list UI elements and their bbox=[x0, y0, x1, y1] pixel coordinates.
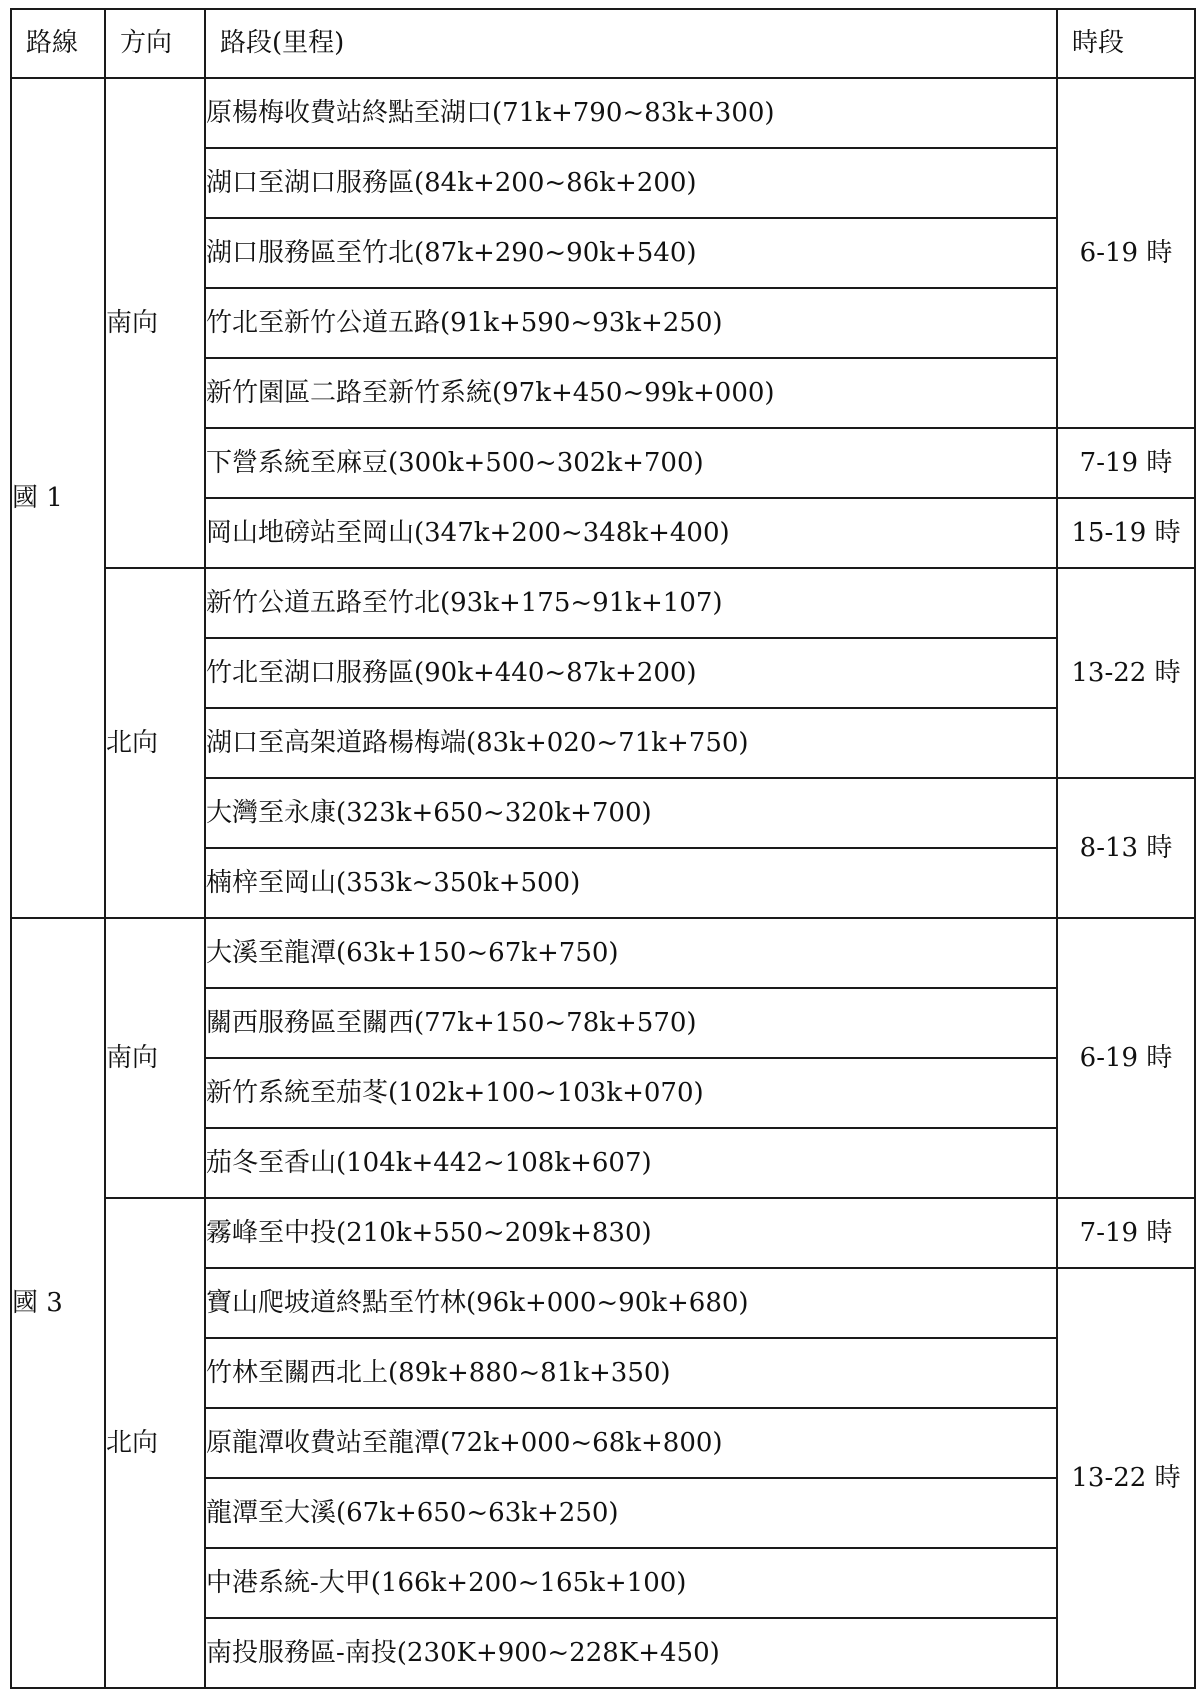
section-cell: 大溪至龍潭(63k+150~67k+750) bbox=[205, 918, 1057, 988]
section-cell: 原龍潭收費站至龍潭(72k+000~68k+800) bbox=[205, 1408, 1057, 1478]
direction-cell: 南向 bbox=[105, 78, 205, 568]
section-cell: 龍潭至大溪(67k+650~63k+250) bbox=[205, 1478, 1057, 1548]
section-cell: 南投服務區-南投(230K+900~228K+450) bbox=[205, 1618, 1057, 1688]
section-cell: 大灣至永康(323k+650~320k+700) bbox=[205, 778, 1057, 848]
section-cell: 寶山爬坡道終點至竹林(96k+000~90k+680) bbox=[205, 1268, 1057, 1338]
direction-cell: 北向 bbox=[105, 568, 205, 918]
section-cell: 下營系統至麻豆(300k+500~302k+700) bbox=[205, 428, 1057, 498]
section-cell: 茄冬至香山(104k+442~108k+607) bbox=[205, 1128, 1057, 1198]
table-row bbox=[11, 568, 1195, 638]
section-cell: 霧峰至中投(210k+550~209k+830) bbox=[205, 1198, 1057, 1268]
section-cell: 中港系統-大甲(166k+200~165k+100) bbox=[205, 1548, 1057, 1618]
section-cell: 新竹系統至茄苳(102k+100~103k+070) bbox=[205, 1058, 1057, 1128]
section-cell: 新竹公道五路至竹北(93k+175~91k+107) bbox=[205, 568, 1057, 638]
section-cell: 新竹園區二路至新竹系統(97k+450~99k+000) bbox=[205, 358, 1057, 428]
section-cell: 湖口至湖口服務區(84k+200~86k+200) bbox=[205, 148, 1057, 218]
section-cell: 竹北至湖口服務區(90k+440~87k+200) bbox=[205, 638, 1057, 708]
header-time: 時段 bbox=[1057, 9, 1195, 78]
time-cell: 7-19 時 bbox=[1057, 1198, 1195, 1268]
section-cell: 岡山地磅站至岡山(347k+200~348k+400) bbox=[205, 498, 1057, 568]
table-row bbox=[11, 78, 1195, 148]
time-cell: 7-19 時 bbox=[1057, 428, 1195, 498]
section-cell: 原楊梅收費站終點至湖口(71k+790~83k+300) bbox=[205, 78, 1057, 148]
section-cell: 竹北至新竹公道五路(91k+590~93k+250) bbox=[205, 288, 1057, 358]
route-cell: 國 3 bbox=[11, 918, 105, 1688]
table-header bbox=[11, 9, 1195, 78]
table-row bbox=[11, 1198, 1195, 1268]
header-route: 路線 bbox=[11, 9, 105, 78]
table-body bbox=[11, 78, 1195, 1688]
road-section-table bbox=[10, 8, 1196, 1689]
time-cell: 15-19 時 bbox=[1057, 498, 1195, 568]
section-cell: 湖口至高架道路楊梅端(83k+020~71k+750) bbox=[205, 708, 1057, 778]
section-cell: 關西服務區至關西(77k+150~78k+570) bbox=[205, 988, 1057, 1058]
route-cell: 國 1 bbox=[11, 78, 105, 918]
direction-cell: 南向 bbox=[105, 918, 205, 1198]
header-direction: 方向 bbox=[105, 9, 205, 78]
section-cell: 湖口服務區至竹北(87k+290~90k+540) bbox=[205, 218, 1057, 288]
section-cell: 楠梓至岡山(353k~350k+500) bbox=[205, 848, 1057, 918]
table-row bbox=[11, 918, 1195, 988]
time-cell: 6-19 時 bbox=[1057, 918, 1195, 1198]
time-cell: 13-22 時 bbox=[1057, 1268, 1195, 1688]
header-section: 路段(里程) bbox=[205, 9, 1057, 78]
direction-cell: 北向 bbox=[105, 1198, 205, 1688]
time-cell: 8-13 時 bbox=[1057, 778, 1195, 918]
time-cell: 6-19 時 bbox=[1057, 78, 1195, 428]
section-cell: 竹林至關西北上(89k+880~81k+350) bbox=[205, 1338, 1057, 1408]
time-cell: 13-22 時 bbox=[1057, 568, 1195, 778]
header-row bbox=[11, 9, 1195, 78]
